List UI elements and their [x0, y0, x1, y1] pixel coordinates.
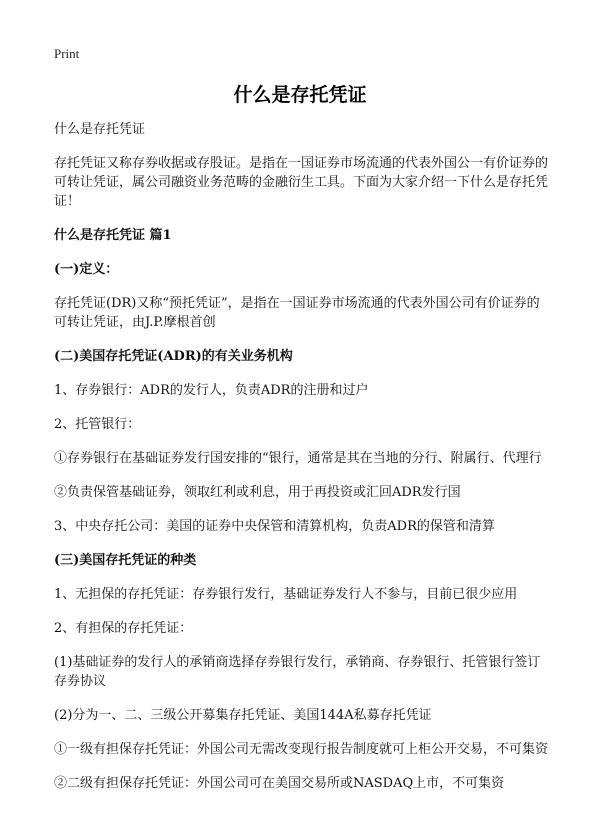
section-heading: 什么是存托凭证 篇1 [54, 228, 172, 243]
document-body [54, 120, 550, 808]
list-item-unsponsored: 1、无担保的存托凭证：存券银行发行，基础证券发行人不参与，目前已很少应用 [54, 587, 518, 602]
list-item-depositary-bank: 1、存券银行：ADR的发行人，负责ADR的注册和过户 [54, 383, 369, 398]
subheading-adr-types: (三)美国存托凭证的种类 [54, 553, 197, 568]
print-link[interactable]: Print [54, 46, 80, 61]
list-item-level-2: ②二级有担保存托凭证：外国公司可在美国交易所或NASDAQ上市，不可集资 [54, 776, 505, 791]
paragraph-definition: 存托凭证(DR)又称“预托凭证”，是指在一国证券市场流通的代表外国公司有价证券的可转让凭证，由J.P.摩根首创 [54, 296, 540, 330]
document-title: 什么是存托凭证 [233, 84, 367, 106]
paragraph-intro-title: 什么是存托凭证 [54, 122, 146, 137]
list-item-sponsored: 2、有担保的存托凭证： [54, 621, 193, 636]
subheading-definition: (一)定义： [54, 262, 119, 277]
list-item-custodian-detail-2: ②负责保管基础证券，领取红利或利息，用于再投资或汇回ADR发行国 [54, 485, 461, 500]
subheading-adr-institutions: (二)美国存托凭证(ADR)的有关业务机构 [54, 349, 293, 364]
list-item-sponsored-detail-1: (1)基础证券的发行人的承销商选择存券银行发行，承销商、存券银行、托管银行签订存券协议 [54, 655, 541, 689]
list-item-custodian-detail-1: ①存券银行在基础证券发行国安排的“银行，通常是其在当地的分行、附属行、代理行 [54, 451, 542, 466]
list-item-sponsored-detail-2: (2)分为一、二、三级公开募集存托凭证、美国144A私募存托凭证 [54, 708, 432, 723]
list-item-central-depository: 3、中央存托公司：美国的证券中央保管和清算机构，负责ADR的保管和清算 [54, 519, 495, 534]
paragraph-intro: 存托凭证又称存券收据或存股证。是指在一国证券市场流通的代表外国公一有价证券的可转让凭证，属公司融资业务范畴的金融衍生工具。下面为大家介绍一下什么是存托凭证！ [54, 156, 549, 209]
list-item-custodian-bank: 2、托管银行： [54, 417, 141, 432]
list-item-level-1: ①一级有担保存托凭证：外国公司无需改变现行报告制度就可上柜公开交易，不可集资 [54, 742, 549, 757]
